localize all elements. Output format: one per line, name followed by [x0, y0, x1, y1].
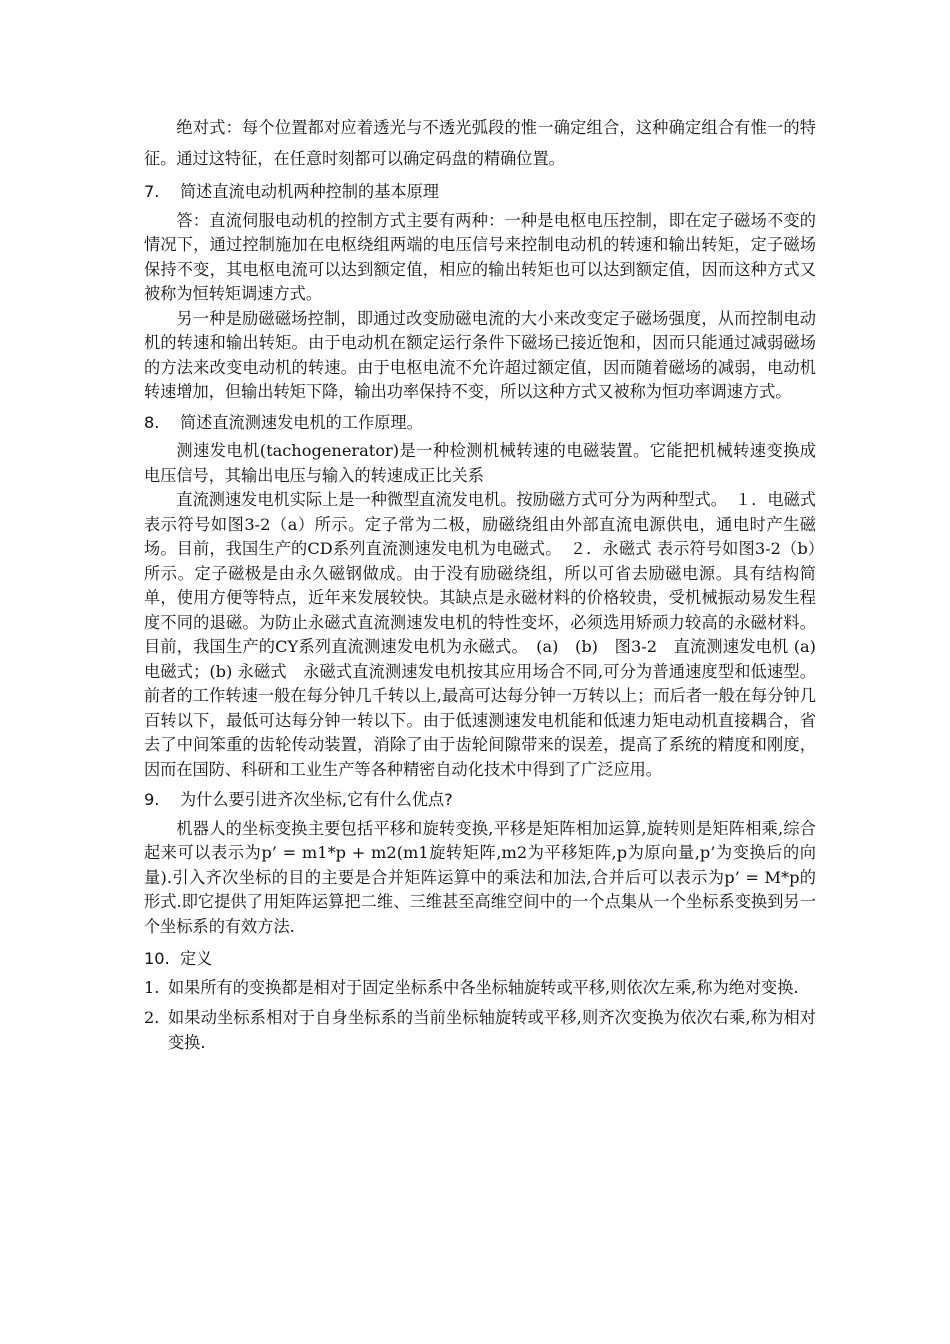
body-paragraph: 直流测速发电机实际上是一种微型直流发电机。按励磁方式可分为两种型式。 １．电磁式 表示符号如图3-2（a）所示。定子常为二极，励磁绕组由外部直流电源供电，通电时产生磁场。目前，我国生产的CD系列直流测速发电机为电磁式。 ２．永磁式 表示符号如图3-2（b）所示。定子磁极是由永久磁钢做成。由于没有励磁绕组，所以可省去励磁电源。具有结构简单，使用方便等特点，近年来发展较快。其缺点是永磁材料的价格较贵，受机械振动易发生程度不同的退磁。为防止永磁式直流测速发电机的特性变坏，必须选用矫顽力较高的永磁材料。目前，我国生产的CY系列直流测速发电机为永磁式。 (a) (b) 图3-2 直流测速发电机 (a) 电磁式；(b) 永磁式 永磁式直流测速发电机按其应用场合不同,可分为普通速度型和低速型。前者的工作转速一般在每分钟几千转以上,最高可达每分钟一万转以上；而后者一般在每分钟几百转以下，最低可达每分钟一转以下。由于低速测速发电机能和低速力矩电动机直接耦合，省去了中间笨重的齿轮传动装置，消除了由于齿轮间隙带来的误差，提高了系统的精度和刚度，因而在国防、科研和工业生产等各种精密自动化技术中得到了广泛应用。 — [144, 490, 816, 779]
section-number: 7. — [144, 182, 160, 201]
list-item — [144, 976, 816, 1001]
section-10-heading — [144, 947, 816, 972]
document-page — [144, 112, 816, 1061]
list-item-text: 如果动坐标系相对于自身坐标系的当前坐标轴旋转或平移,则齐次变换为依次右乘,称为相对变换. — [168, 1008, 816, 1052]
body-paragraph: 机器人的坐标变换主要包括平移和旋转变换,平移是矩阵相加运算,旋转则是矩阵相乘,综合起来可以表示为p’ = m1*p + m2(m1旋转矩阵,m2为平移矩阵,p为原向量,p’为变换后的向量).引入齐次坐标的目的主要是合并矩阵运算中的乘法和加法,合并后可以表示为p’ = M*p的形式.即它提供了用矩阵运算把二维、三维甚至高维空间中的一个点集从一个坐标系变换到另一个坐标系的有效方法. — [144, 818, 816, 936]
section-8-heading — [144, 411, 816, 436]
section-number: 8. — [144, 412, 160, 432]
section-number: 10. — [144, 949, 170, 968]
list-item-number: 2. — [144, 1008, 160, 1027]
list-item-text: 如果所有的变换都是相对于固定坐标系中各坐标轴旋转或平移,则依次左乘,称为绝对变换. — [168, 977, 799, 997]
section-title: 简述直流测速发电机的工作原理。 — [180, 412, 423, 432]
intro-paragraph: 绝对式：每个位置都对应着透光与不透光弧段的惟一确定组合，这种确定组合有惟一的特征。通过这特征，在任意时刻都可以确定码盘的精确位置。 — [144, 118, 816, 168]
list-item-number: 1. — [144, 977, 160, 997]
section-title: 定义 — [180, 949, 213, 968]
body-paragraph: 另一种是励磁磁场控制，即通过改变励磁电流的大小来改变定子磁场强度，从而控制电动机的转速和输出转矩。由于电动机在额定运行条件下磁场已接近饱和，因而只能通过减弱磁场的方法来改变电动机的转速。由于电枢电流不允许超过额定值，因而随着磁场的减弱，电动机转速增加，但输出转矩下降，输出功率保持不变，所以这种方式又被称为恒功率调速方式。 — [144, 308, 816, 401]
section-number: 9. — [144, 790, 160, 809]
section-9-heading — [144, 788, 816, 813]
section-7-heading — [144, 180, 816, 205]
body-paragraph: 测速发电机(tachogenerator)是一种检测机械转速的电磁装置。它能把机械转速变换成电压信号，其输出电压与输入的转速成正比关系 — [144, 441, 816, 485]
list-item — [144, 1006, 816, 1055]
body-paragraph: 答：直流伺服电动机的控制方式主要有两种：一种是电枢电压控制，即在定子磁场不变的情况下，通过控制施加在电枢绕组两端的电压信号来控制电动机的转速和输出转矩，定子磁场保持不变，其电枢电流可以达到额定值，相应的输出转矩也可以达到额定值，因而这种方式又被称为恒转矩调速方式。 — [144, 210, 816, 303]
section-title: 为什么要引进齐次坐标,它有什么优点? — [180, 790, 453, 809]
section-title: 简述直流电动机两种控制的基本原理 — [180, 182, 439, 201]
definition-list — [144, 976, 816, 1056]
